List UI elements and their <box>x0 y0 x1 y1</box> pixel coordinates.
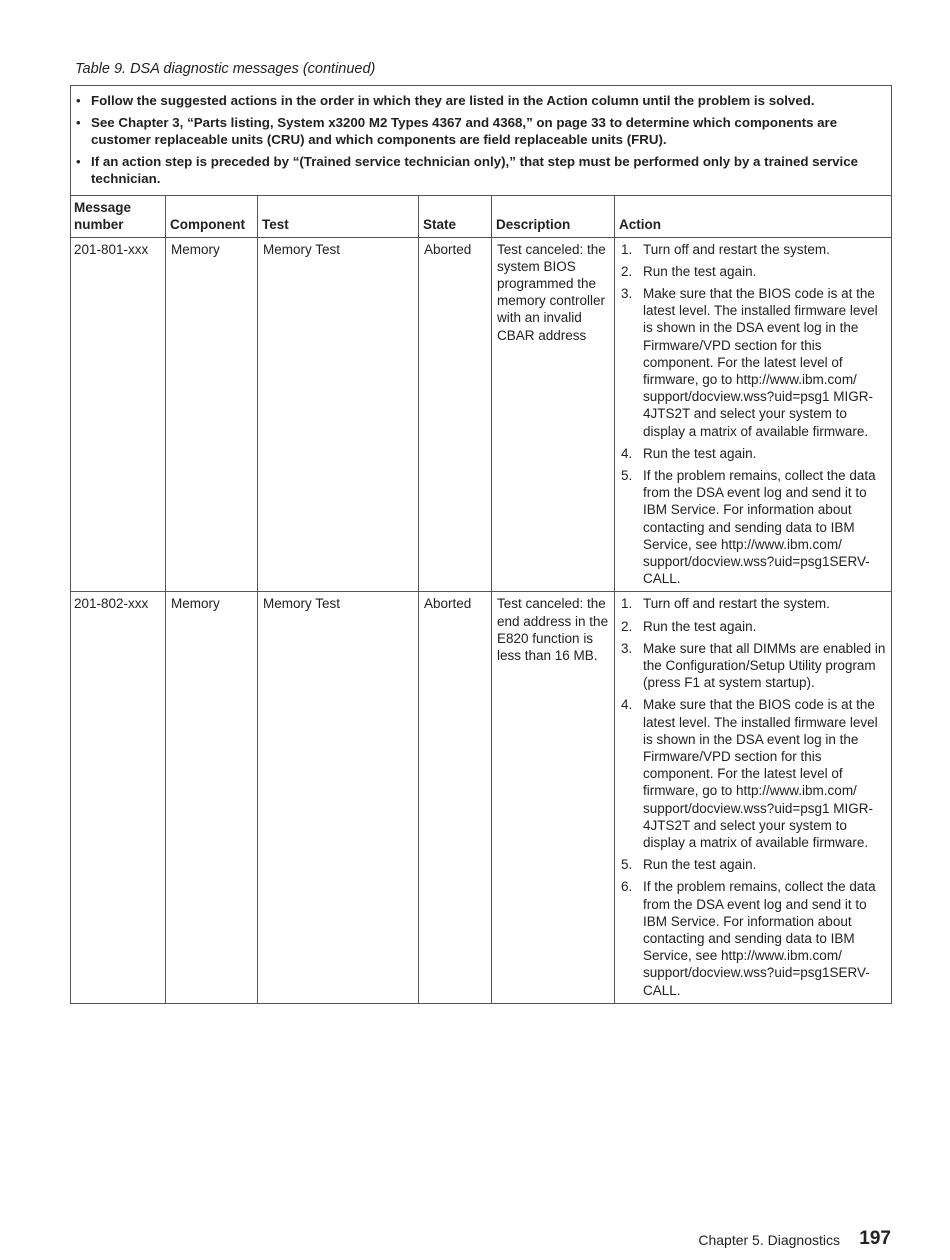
footer-chapter-label: Chapter 5. Diagnostics <box>698 1232 840 1248</box>
action-step <box>620 595 887 612</box>
action-list <box>620 595 887 998</box>
header-component: Component <box>166 195 258 237</box>
step-number: 5. <box>621 467 633 483</box>
action-step <box>620 856 887 873</box>
table-caption: Table 9. DSA diagnostic messages (continued) <box>75 61 376 77</box>
cell-action <box>615 237 892 592</box>
action-step <box>620 878 887 998</box>
cell-message-number: 201-802-xxx <box>71 592 166 1003</box>
action-step <box>620 285 887 440</box>
action-step <box>620 618 887 635</box>
table-notes-list <box>73 92 883 187</box>
cell-action <box>615 592 892 1003</box>
step-text: Run the test again. <box>643 618 757 634</box>
header-description: Description <box>492 195 615 237</box>
action-list <box>620 241 887 588</box>
footer-page-number: 197 <box>859 1228 891 1249</box>
cell-state: Aborted <box>419 592 492 1003</box>
action-step <box>620 241 887 258</box>
action-step <box>620 467 887 587</box>
cell-component: Memory <box>166 592 258 1003</box>
step-number: 2. <box>621 263 633 279</box>
note-item: • See Chapter 3, “Parts listing, System x3200 M2 Types 4367 and 4368,” on page 33 to determine which components are customer replaceable units (CRU) and which components are field replaceable units (FRU). <box>73 114 883 148</box>
action-step <box>620 640 887 692</box>
step-text: Run the test again. <box>643 263 757 279</box>
note-item: • If an action step is preceded by “(Trained service technician only),” that step must be performed only by a trained service technician. <box>73 153 883 187</box>
step-text: Make sure that the BIOS code is at the latest level. The installed firmware level is shown in the DSA event log in the Firmware/VPD section for this component. For the latest level of firmware, go to http://www.ibm.com/ support/docview.wss?uid=psg1 MIGR-4JTS2T and select your system to display a matrix of available firmware. <box>643 697 878 851</box>
header-action: Action <box>615 195 892 237</box>
cell-test: Memory Test <box>258 592 419 1003</box>
step-number: 4. <box>621 445 633 461</box>
cell-component: Memory <box>166 237 258 592</box>
step-text: Turn off and restart the system. <box>643 241 830 257</box>
cell-description: Test canceled: the end address in the E820 function is less than 16 MB. <box>492 592 615 1003</box>
diagnostic-messages-table <box>70 85 892 1004</box>
step-number: 1. <box>621 241 633 257</box>
header-test: Test <box>258 195 419 237</box>
cell-description: Test canceled: the system BIOS programmed the memory controller with an invalid CBAR address <box>492 237 615 592</box>
step-text: Turn off and restart the system. <box>643 596 830 612</box>
step-text: If the problem remains, collect the data from the DSA event log and send it to IBM Service. For information about contacting and sending data to IBM Service, see http://www.ibm.com/ support/docview.wss?uid=psg1SERV-CALL. <box>643 879 876 998</box>
step-number: 1. <box>621 596 633 612</box>
step-text: Make sure that the BIOS code is at the latest level. The installed firmware level is shown in the DSA event log in the Firmware/VPD section for this component. For the latest level of firmware, go to http://www.ibm.com/ support/docview.wss?uid=psg1 MIGR-4JTS2T and select your system to display a matrix of available firmware. <box>643 285 878 439</box>
table-notes-row <box>71 86 892 196</box>
table-row <box>71 237 892 592</box>
step-number: 6. <box>621 879 633 895</box>
table-row <box>71 592 892 1003</box>
step-number: 3. <box>621 285 633 301</box>
cell-test: Memory Test <box>258 237 419 592</box>
step-number: 4. <box>621 697 633 713</box>
header-state: State <box>419 195 492 237</box>
action-step <box>620 445 887 462</box>
step-text: Make sure that all DIMMs are enabled in the Configuration/Setup Utility program (press F1 at system startup). <box>643 640 886 691</box>
header-message-number: Message number <box>71 195 166 237</box>
step-text: Run the test again. <box>643 445 757 461</box>
step-number: 3. <box>621 640 633 656</box>
step-text: Run the test again. <box>643 857 757 873</box>
step-number: 2. <box>621 618 633 634</box>
step-text: If the problem remains, collect the data from the DSA event log and send it to IBM Service. For information about contacting and sending data to IBM Service, see http://www.ibm.com/ support/docview.wss?uid=psg1SERV-CALL. <box>643 467 876 587</box>
table-header-row <box>71 195 892 237</box>
table-notes-cell <box>71 86 892 196</box>
action-step <box>620 263 887 280</box>
cell-state: Aborted <box>419 237 492 592</box>
step-number: 5. <box>621 857 633 873</box>
cell-message-number: 201-801-xxx <box>71 237 166 592</box>
note-item: • Follow the suggested actions in the order in which they are listed in the Action column until the problem is solved. <box>73 92 883 109</box>
action-step <box>620 696 887 851</box>
